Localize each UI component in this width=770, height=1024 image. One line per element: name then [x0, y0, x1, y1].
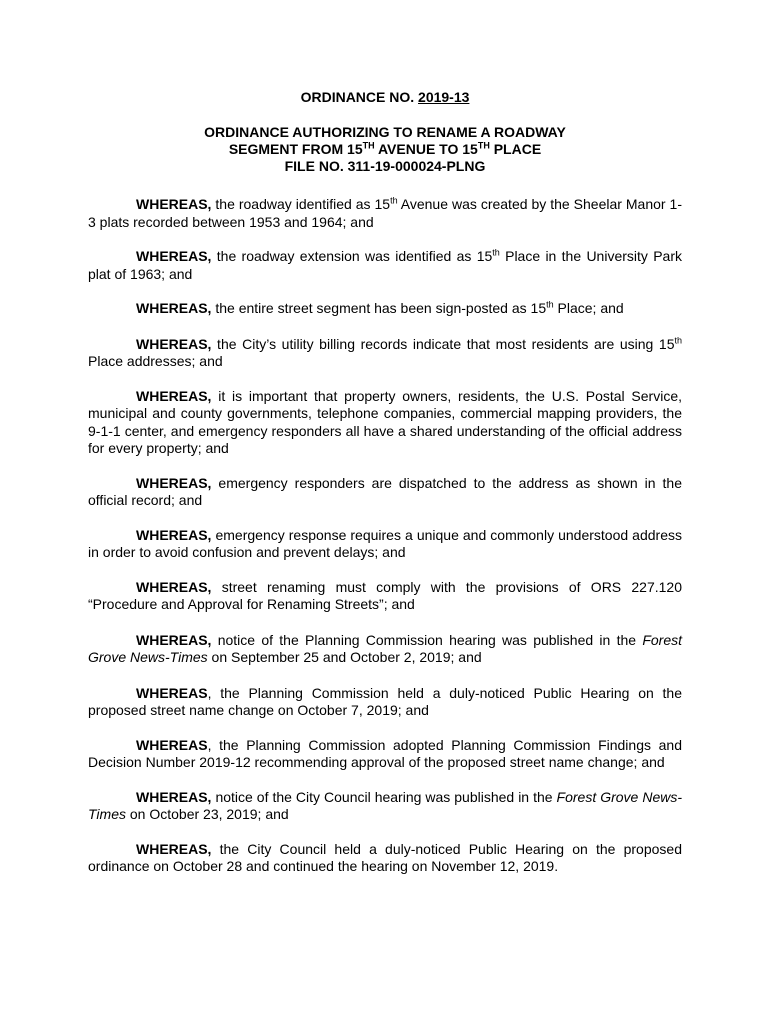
- whereas-clause: [88, 632, 682, 667]
- whereas-keyword: WHEREAS,: [136, 526, 212, 543]
- clause-text: the entire street segment has been sign-posted as 15: [211, 300, 547, 316]
- whereas-clause: [88, 527, 682, 562]
- whereas-keyword: WHEREAS,: [136, 387, 212, 404]
- clause-text: the roadway extension was identified as 15: [211, 248, 493, 264]
- whereas-clause: [88, 579, 682, 614]
- whereas-keyword: WHEREAS,: [136, 788, 212, 805]
- clause-text: emergency response requires a unique and commonly understood address in order to avoid confusion and prevent delays; and: [88, 526, 682, 560]
- clause-text: , the Planning Commission held a duly-noticed Public Hearing on the proposed street name change on October 7, 2019; and: [88, 684, 682, 718]
- clause-text: Place; and: [553, 300, 624, 316]
- whereas-keyword: WHEREAS,: [136, 248, 212, 264]
- clause-superscript: th: [390, 195, 398, 206]
- whereas-clause: [88, 196, 682, 231]
- clause-text: Avenue was created by the Sheelar Manor 1-3 plats recorded between 1953 and 1964; and: [88, 196, 682, 230]
- title-line-2-part-b: AVENUE TO 15: [374, 141, 478, 157]
- whereas-keyword: WHEREAS,: [136, 631, 212, 648]
- whereas-clause: [88, 475, 682, 510]
- whereas-clause: [88, 388, 682, 458]
- whereas-clause: [88, 789, 682, 824]
- newspaper-name: Forest Grove News-Times: [88, 788, 682, 822]
- clause-text: notice of the Planning Commission hearing was published in the: [211, 631, 643, 648]
- clause-text: the City’s utility billing records indicate that most residents are using 15: [211, 335, 675, 352]
- clause-text: it is important that property owners, residents, the U.S. Postal Service, municipal and county governments, telephone companies, commercial mapping providers, the 9-1-1 center, and emergency responders all have a shared understanding of the official address for every property; and: [88, 387, 682, 456]
- clause-text: Place in the University Park plat of 1963; and: [88, 248, 682, 282]
- whereas-clause: [88, 841, 682, 876]
- whereas-clause: [88, 336, 682, 371]
- title-superscript-2: TH: [477, 140, 490, 151]
- title-line-2-part-a: SEGMENT FROM 15: [228, 141, 363, 157]
- clause-text: Place addresses; and: [88, 353, 223, 369]
- clause-text: emergency responders are dispatched to the address as shown in the official record; and: [88, 474, 682, 508]
- whereas-keyword: WHEREAS,: [136, 196, 212, 212]
- whereas-keyword: WHEREAS,: [136, 474, 212, 491]
- clause-text: on October 23, 2019; and: [126, 806, 289, 822]
- ordinance-number: 2019-13: [418, 89, 470, 105]
- title-superscript-1: TH: [362, 140, 375, 151]
- whereas-keyword: WHEREAS: [136, 736, 208, 753]
- ordinance-title: [88, 124, 682, 175]
- title-line-1: ORDINANCE AUTHORIZING TO RENAME A ROADWAY: [204, 124, 566, 140]
- clause-text: the City Council held a duly-noticed Public Hearing on the proposed ordinance on October 28 and continued the hearing on November 12, 2019.: [88, 840, 682, 874]
- whereas-clause: [88, 737, 682, 772]
- whereas-clause: [88, 248, 682, 283]
- whereas-keyword: WHEREAS,: [136, 840, 212, 857]
- whereas-keyword: WHEREAS,: [136, 335, 212, 352]
- clause-superscript: th: [492, 247, 500, 258]
- whereas-clause: [88, 685, 682, 720]
- clause-text: the roadway identified as 15: [211, 196, 391, 212]
- title-line-2-part-c: PLACE: [489, 141, 542, 157]
- clause-superscript: th: [546, 299, 554, 310]
- ordinance-number-heading: [88, 89, 682, 106]
- clause-text: on September 25 and October 2, 2019; and: [207, 649, 482, 665]
- whereas-keyword: WHEREAS,: [136, 578, 212, 595]
- clause-superscript: th: [674, 334, 682, 345]
- whereas-clause: [88, 300, 682, 318]
- file-number: FILE NO. 311-19-000024-PLNG: [284, 158, 486, 174]
- clause-text: , the Planning Commission adopted Planning Commission Findings and Decision Number 2019-12 recommending approval of the proposed street name change; and: [88, 736, 682, 770]
- clause-text: street renaming must comply with the provisions of ORS 227.120 “Procedure and Approval for Renaming Streets”; and: [88, 578, 682, 612]
- whereas-clauses: [88, 196, 682, 876]
- whereas-keyword: WHEREAS: [136, 684, 208, 701]
- whereas-keyword: WHEREAS,: [136, 300, 212, 316]
- newspaper-name: Forest Grove News-Times: [88, 631, 682, 665]
- ordinance-label: ORDINANCE NO.: [300, 89, 419, 105]
- title-line-2: [88, 141, 682, 158]
- clause-text: notice of the City Council hearing was published in the: [211, 788, 557, 805]
